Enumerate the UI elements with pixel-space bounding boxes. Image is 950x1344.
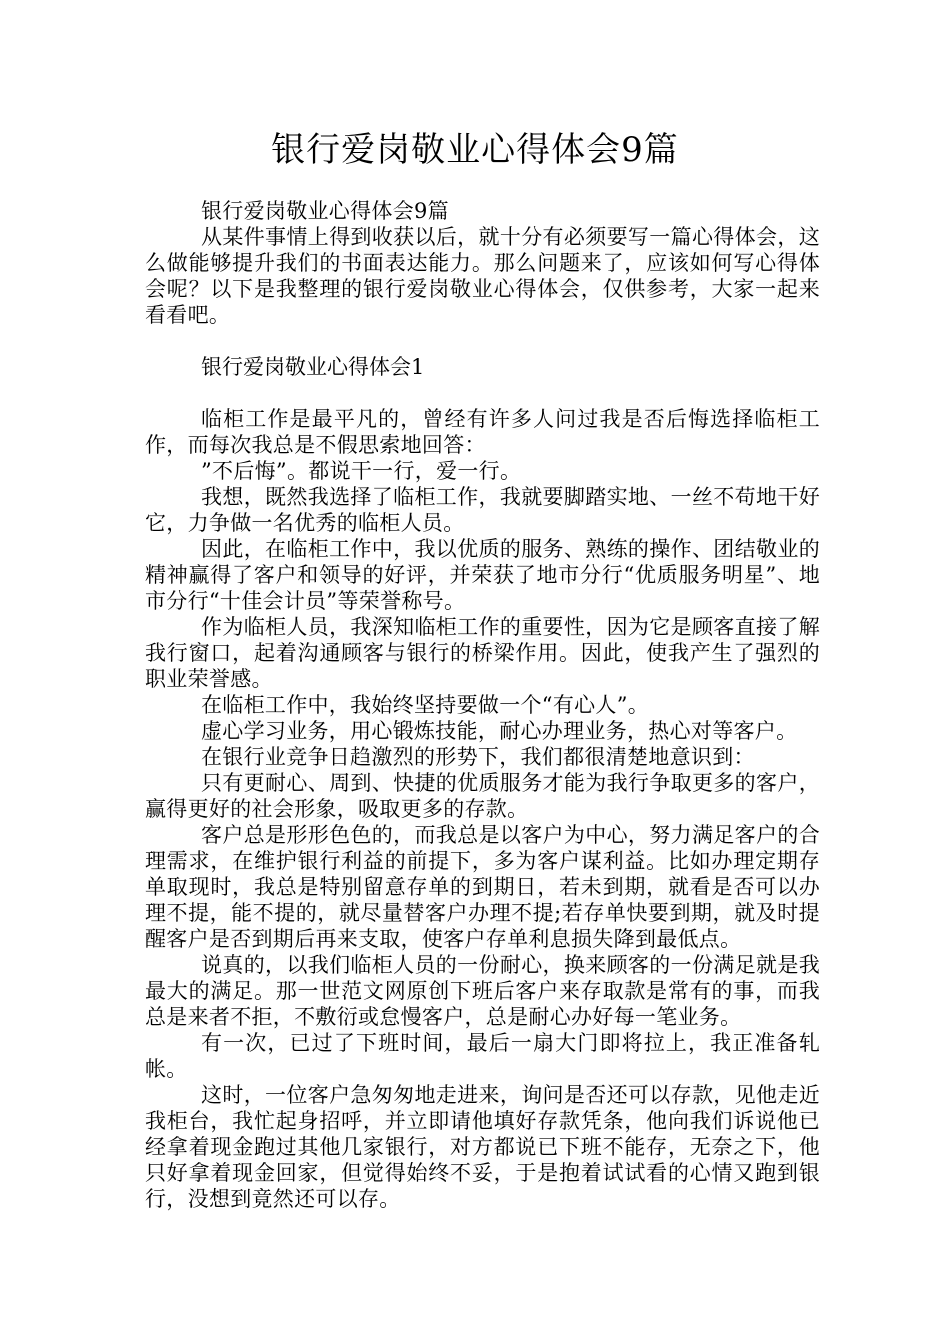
body-paragraph: 虚心学习业务，用心锻炼技能，耐心办理业务，热心对等客户。 (201, 719, 798, 743)
document-title: 银行爱岗敬业心得体会9篇 (271, 130, 679, 170)
body-paragraph: 在临柜工作中，我始终坚持要做一个“有心人”。 (201, 693, 650, 717)
body-paragraph: 客户总是形形色色的，而我总是以客户为中心，努力满足客户的合理需求，在维护银行利益的前提下，多为客户谋利益。比如办理定期存单取现时，我总是特别留意存单的到期日，若未到期，就看是否可以办理不提，能不提的，就尽量替客户办理不提;若存单快要到期，就及时提醒客户是否到期后再来支取，使客户存单利息损失降到最低点。 (145, 823, 820, 951)
body-paragraph: ”不后悔”。都说干一行，爱一行。 (201, 459, 522, 483)
body-paragraph: 说真的，以我们临柜人员的一份耐心，换来顾客的一份满足就是我最大的满足。那一世范文网原创下班后客户来存取款是常有的事，而我总是来者不拒，不敷衍或怠慢客户，总是耐心办好每一笔业务。 (145, 953, 820, 1029)
body-paragraph: 有一次，已过了下班时间，最后一扇大门即将拉上，我正准备轧帐。 (145, 1031, 820, 1081)
body-paragraph: 我想，既然我选择了临柜工作，我就要脚踏实地、一丝不苟地干好它，力争做一名优秀的临柜人员。 (145, 485, 820, 535)
body-paragraph: 临柜工作是最平凡的，曾经有许多人问过我是否后悔选择临柜工作，而每次我总是不假思索地回答： (145, 407, 820, 457)
body-paragraph: 作为临柜人员，我深知临柜工作的重要性，因为它是顾客直接了解我行窗口，起着沟通顾客与银行的桥梁作用。因此，使我产生了强烈的职业荣誉感。 (145, 615, 820, 691)
body-paragraph: 因此，在临柜工作中，我以优质的服务、熟练的操作、团结敬业的精神赢得了客户和领导的好评，并荣获了地市分行“优质服务明星”、地市分行“十佳会计员”等荣誉称号。 (145, 537, 820, 613)
intro-title-line: 银行爱岗敬业心得体会9篇 (201, 199, 449, 223)
document-body (145, 198, 820, 1212)
intro-paragraph: 从某件事情上得到收获以后，就十分有必须要写一篇心得体会，这么做能够提升我们的书面表达能力。那么问题来了，应该如何写心得体会呢？以下是我整理的银行爱岗敬业心得体会，仅供参考，大家一起来看看吧。 (145, 225, 820, 327)
body-paragraph: 只有更耐心、周到、快捷的优质服务才能为我行争取更多的客户，赢得更好的社会形象，吸取更多的存款。 (145, 771, 820, 821)
section-heading: 银行爱岗敬业心得体会1 (201, 355, 425, 379)
body-paragraph: 在银行业竞争日趋激烈的形势下，我们都很清楚地意识到： (201, 745, 755, 769)
body-paragraph: 这时，一位客户急匆匆地走进来，询问是否还可以存款，见他走近我柜台，我忙起身招呼，并立即请他填好存款凭条，他向我们诉说他已经拿着现金跑过其他几家银行，对方都说已下班不能存，无奈之下，他只好拿着现金回家，但觉得始终不妥，于是抱着试试看的心情又跑到银行，没想到竟然还可以存。 (145, 1083, 820, 1211)
